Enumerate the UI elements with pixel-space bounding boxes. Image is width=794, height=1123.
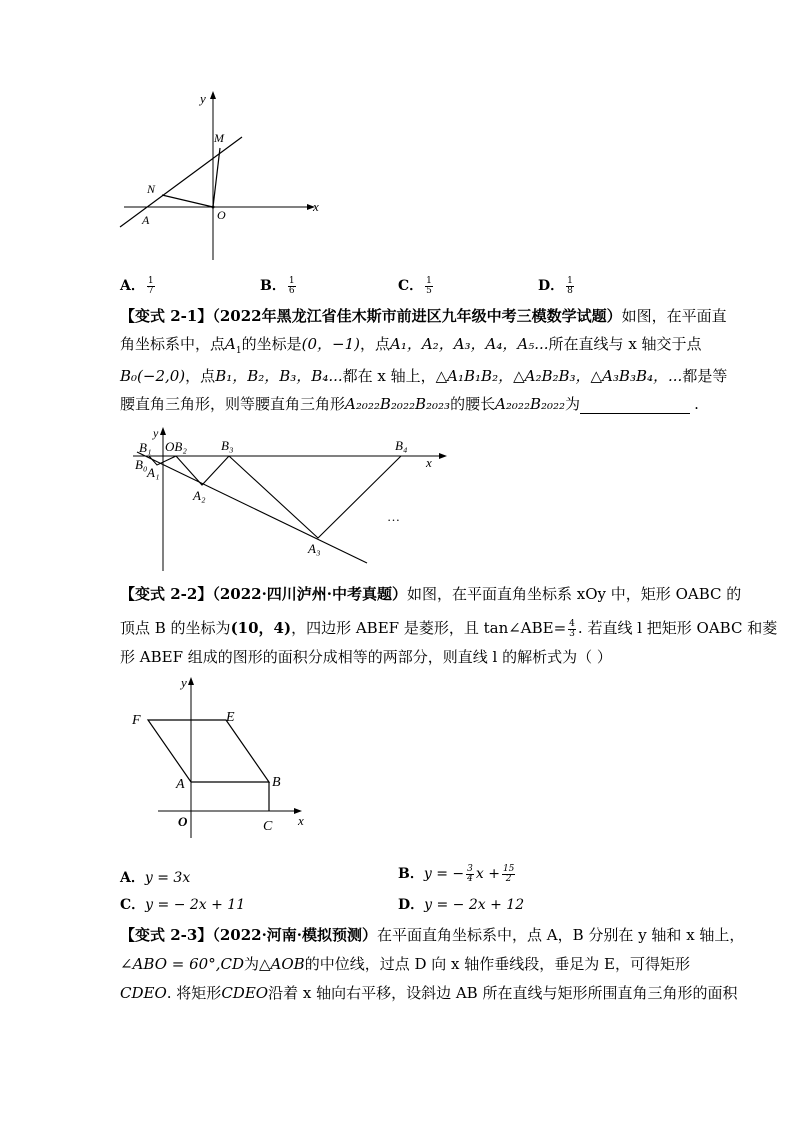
text: . 将矩形 xyxy=(166,984,222,1002)
option-letter: A． xyxy=(120,278,145,294)
option-expr: x + xyxy=(475,866,500,882)
fig2-ellipsis: … xyxy=(387,509,400,524)
fig1-label-x: x xyxy=(313,199,319,214)
v22-line-2 xyxy=(120,618,777,639)
frac-num: 1 xyxy=(426,275,432,286)
q2-option-d[interactable] xyxy=(398,895,524,915)
math: B₀(−2,0) xyxy=(120,367,186,385)
fig3-label-b: B xyxy=(272,775,281,790)
option-letter: D． xyxy=(398,897,425,913)
v23-line-1 xyxy=(120,925,744,945)
fig2-label-a2: A₂ xyxy=(193,488,206,503)
math: CDEO xyxy=(120,984,167,1002)
fig2-label-b0: B₀ xyxy=(135,457,148,472)
frac-den: 2 xyxy=(505,873,512,884)
v22-line-3 xyxy=(120,647,612,667)
text: 为△ xyxy=(243,955,271,973)
frac-num: 4 xyxy=(569,618,575,629)
q1-option-b[interactable] xyxy=(260,276,298,296)
fig2-label-y: y xyxy=(153,426,159,440)
frac-num: 3 xyxy=(467,863,473,874)
text: 所在直线与 x 轴交于点 xyxy=(548,335,702,353)
text: 的坐标是 xyxy=(241,335,302,353)
q2-option-c[interactable] xyxy=(120,895,245,915)
text: 都在 x 轴上， xyxy=(342,367,436,385)
text: 形 ABEF 组成的图形的面积分成相等的两部分，则直线 l 的解析式为（ ） xyxy=(120,648,612,666)
option-expr: y = 3x xyxy=(144,870,191,886)
math: △A₁B₁B₂，△A₂B₂B₃，△A₃B₃B₄，... xyxy=(435,367,683,385)
q1-option-c[interactable] xyxy=(398,276,435,296)
text: . xyxy=(694,395,699,413)
math: ∠ABO = 60°, xyxy=(120,955,221,973)
option-expr: y = − 2x + 12 xyxy=(424,897,525,913)
option-expr: y = − xyxy=(423,866,465,882)
text: 的中位线，过点 D 向 x 轴作垂线段，垂足为 E，可得矩形 xyxy=(304,955,690,973)
text: 如图，在平面直角坐标系 xOy 中，矩形 OABC 的 xyxy=(407,585,742,603)
fig3-label-x: x xyxy=(298,813,304,828)
option-letter: B． xyxy=(260,278,286,294)
fig1-segment-no xyxy=(162,195,213,207)
math: A₂₀₂₂B₂₀₂₂B₂₀₂₃ xyxy=(345,395,451,413)
frac-num: 1 xyxy=(288,275,295,286)
v21-line-2 xyxy=(120,334,702,361)
fig2-label-x: x xyxy=(426,455,432,470)
v22-line-1 xyxy=(120,584,741,604)
fig2-label-b4: B₄ xyxy=(395,438,408,453)
text: ，点 xyxy=(359,335,390,353)
fig2-main-line xyxy=(137,452,367,563)
figure-1-diagram xyxy=(110,85,340,265)
frac-den: 6 xyxy=(288,285,295,296)
answer-blank[interactable] xyxy=(580,413,690,414)
math: (10，4) xyxy=(230,619,292,637)
frac-den: 7 xyxy=(147,285,154,296)
option-letter: B． xyxy=(398,866,424,882)
option-letter: D． xyxy=(538,278,565,294)
q1-option-d[interactable] xyxy=(538,276,576,296)
q2-option-b[interactable] xyxy=(398,864,517,884)
fig1-segment-mo xyxy=(213,148,220,207)
math: (0，−1) xyxy=(301,335,360,353)
v21-line-1 xyxy=(120,306,727,326)
math: A₂₀₂₂B₂₀₂₂ xyxy=(495,395,566,413)
fig3-label-a: A xyxy=(176,777,185,792)
fig3-label-o: O xyxy=(178,814,188,829)
fig2-label-b3: B₃ xyxy=(221,438,234,453)
math-sub: 1 xyxy=(235,346,242,356)
v21-source: （2022年黑龙江省佳木斯市前进区九年级中考三模数学试题） xyxy=(212,307,622,325)
text: . 若直线 l 把矩形 OABC 和菱 xyxy=(577,619,778,637)
text: 沿着 x 轴向右平移，设斜边 AB 所在直线与矩形所围直角三角形的面积 xyxy=(268,984,738,1002)
text: 如图，在平面直 xyxy=(621,307,727,325)
math: A xyxy=(225,335,236,353)
fig2-triangle-2 xyxy=(176,456,229,485)
fig2-triangle-3 xyxy=(229,456,401,538)
text: 都是等 xyxy=(682,367,728,385)
math: CD xyxy=(220,955,244,973)
fig3-rhombus-abef xyxy=(148,720,269,782)
fig1-label-o: O xyxy=(217,208,226,222)
v21-tag: 【变式 2-1】 xyxy=(120,307,213,325)
text: 在平面直角坐标系中，点 A，B 分别在 y 轴和 x 轴上， xyxy=(377,926,745,944)
fig3-label-e: E xyxy=(226,710,235,725)
v23-tag: 【变式 2-3】 xyxy=(120,926,213,944)
fig2-label-b1: B₁ xyxy=(139,440,152,455)
v22-source: （2022·四川泸州·中考真题） xyxy=(212,585,408,603)
text: 腰直角三角形，则等腰直角三角形 xyxy=(120,395,346,413)
option-letter: A． xyxy=(120,870,145,886)
frac-num: 1 xyxy=(147,275,154,286)
frac-den: 3 xyxy=(569,628,575,639)
math: AOB xyxy=(270,955,305,973)
fig3-label-c: C xyxy=(263,819,273,834)
text: 角坐标系中，点 xyxy=(120,335,226,353)
fig2-label-ob2: OB₂ xyxy=(165,439,187,454)
v23-source: （2022·河南·模拟预测） xyxy=(212,926,378,944)
option-letter: C． xyxy=(398,278,424,294)
text: ，四边形 ABEF 是菱形，且 tan∠ABE= xyxy=(291,619,567,637)
text: 的腰长 xyxy=(450,395,496,413)
v22-tag: 【变式 2-2】 xyxy=(120,585,213,603)
fig1-label-m: M xyxy=(214,131,224,145)
math: A₁，A₂，A₃，A₄，A₅... xyxy=(390,335,549,353)
option-expr: y = − 2x + 11 xyxy=(145,897,246,913)
v23-line-2 xyxy=(120,954,690,974)
fig2-label-a3: A₃ xyxy=(308,541,321,556)
text: 顶点 B 的坐标为 xyxy=(120,619,231,637)
fig2-label-a1: A₁ xyxy=(147,465,160,480)
fig1-label-n: N xyxy=(147,182,156,196)
v23-line-3 xyxy=(120,983,737,1003)
v21-line-4 xyxy=(120,394,699,414)
math: B₁，B₂，B₃，B₄... xyxy=(215,367,343,385)
text: ，点 xyxy=(185,367,216,385)
figure-3-diagram xyxy=(128,673,313,843)
figure-2-diagram xyxy=(125,425,455,575)
q2-option-a[interactable] xyxy=(120,868,190,888)
text: 为 xyxy=(565,395,581,413)
frac-den: 8 xyxy=(567,285,573,296)
fig3-label-f: F xyxy=(132,713,141,728)
frac-den: 5 xyxy=(426,285,432,296)
frac-den: 4 xyxy=(467,873,473,884)
fig1-label-a: A xyxy=(142,213,150,227)
fig3-label-y: y xyxy=(181,675,187,690)
q1-option-a[interactable] xyxy=(120,276,157,296)
frac-num: 1 xyxy=(567,275,573,286)
frac-num: 15 xyxy=(502,863,515,874)
option-letter: C． xyxy=(120,897,146,913)
v21-line-3 xyxy=(120,366,727,386)
math: CDEO xyxy=(221,984,269,1002)
fig1-label-y: y xyxy=(200,91,206,106)
